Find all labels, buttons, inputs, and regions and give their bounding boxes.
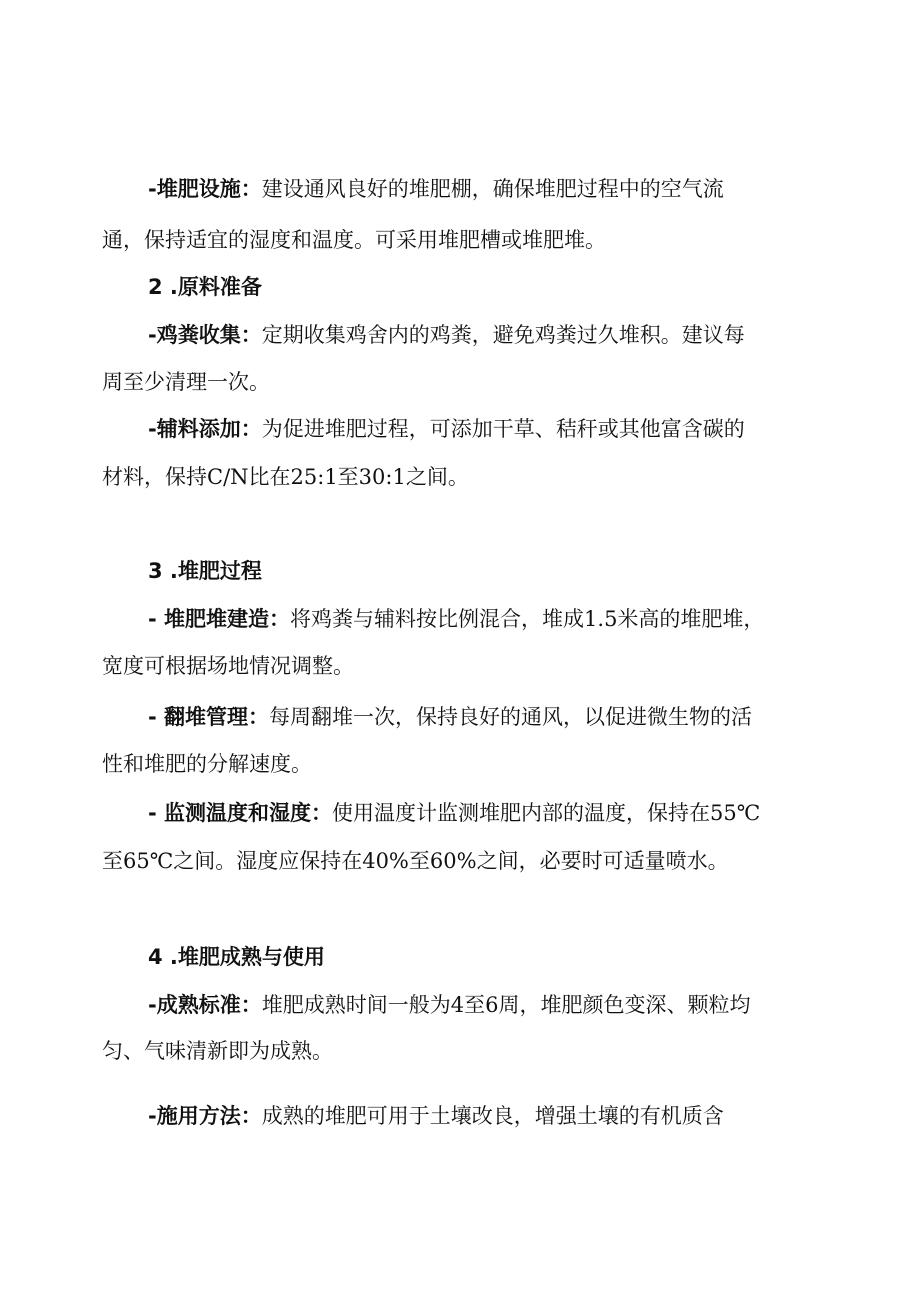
apply-text-1: 成熟的堆肥可用于土壤改良，增强土壤的有机质含 [261,1104,724,1128]
additive-label: -辅料添加： [148,417,262,441]
collect-text-2: 周至少清理一次。 [102,370,270,394]
build-paragraph-line2 [102,651,354,681]
facility-paragraph-line1 [148,174,724,204]
section-3-heading: 3 .堆肥过程 [148,559,262,583]
turn-paragraph-line2 [102,749,312,779]
mature-text-1: 堆肥成熟时间一般为4至6周，堆肥颜色变深、颗粒均 [261,993,751,1017]
additive-paragraph-line1 [148,414,745,444]
collect-paragraph-line2 [102,367,270,397]
build-paragraph-line1 [148,604,764,634]
collect-paragraph-line1 [148,320,745,350]
apply-paragraph-line1 [148,1101,724,1131]
mature-label: -成熟标准： [148,993,262,1017]
monitor-text-2: 至65℃之间。湿度应保持在40%至60%之间，必要时可适量喷水。 [102,849,729,873]
turn-label: - 翻堆管理： [148,705,270,729]
build-label: - 堆肥堆建造： [148,607,291,631]
facility-label: -堆肥设施： [148,177,262,201]
turn-text-1: 每周翻堆一次，保持良好的通风，以促进微生物的活 [269,705,753,729]
monitor-paragraph-line2 [102,846,729,876]
collect-label: -鸡粪收集： [148,323,262,347]
mature-paragraph-line1 [148,990,750,1020]
mature-paragraph-line2 [102,1036,333,1066]
additive-text-2: 材料，保持C/N比在25:1至30:1之间。 [102,465,469,489]
facility-text-1: 建设通风良好的堆肥棚，确保堆肥过程中的空气流 [261,177,724,201]
turn-text-2: 性和堆肥的分解速度。 [102,752,312,776]
build-text-1: 将鸡粪与辅料按比例混合，堆成1.5米高的堆肥堆， [290,607,765,631]
monitor-paragraph-line1 [148,798,760,828]
apply-label: -施用方法： [148,1104,262,1128]
additive-text-1: 为促进堆肥过程，可添加干草、秸秆或其他富含碳的 [261,417,745,441]
section-2-heading: 2 .原料准备 [148,275,262,299]
build-text-2: 宽度可根据场地情况调整。 [102,654,354,678]
facility-text-2: 通，保持适宜的湿度和温度。可采用堆肥槽或堆肥堆。 [102,228,606,252]
section-4-heading: 4 .堆肥成熟与使用 [148,945,325,969]
turn-paragraph-line1 [148,702,752,732]
facility-paragraph-line2 [102,225,606,255]
mature-text-2: 匀、气味清新即为成熟。 [102,1039,333,1063]
collect-text-1: 定期收集鸡舍内的鸡粪，避免鸡粪过久堆积。建议每 [261,323,745,347]
additive-paragraph-line2 [102,462,469,492]
monitor-label: - 监测温度和湿度： [148,801,333,825]
monitor-text-1: 使用温度计监测堆肥内部的温度，保持在55℃ [332,801,761,825]
